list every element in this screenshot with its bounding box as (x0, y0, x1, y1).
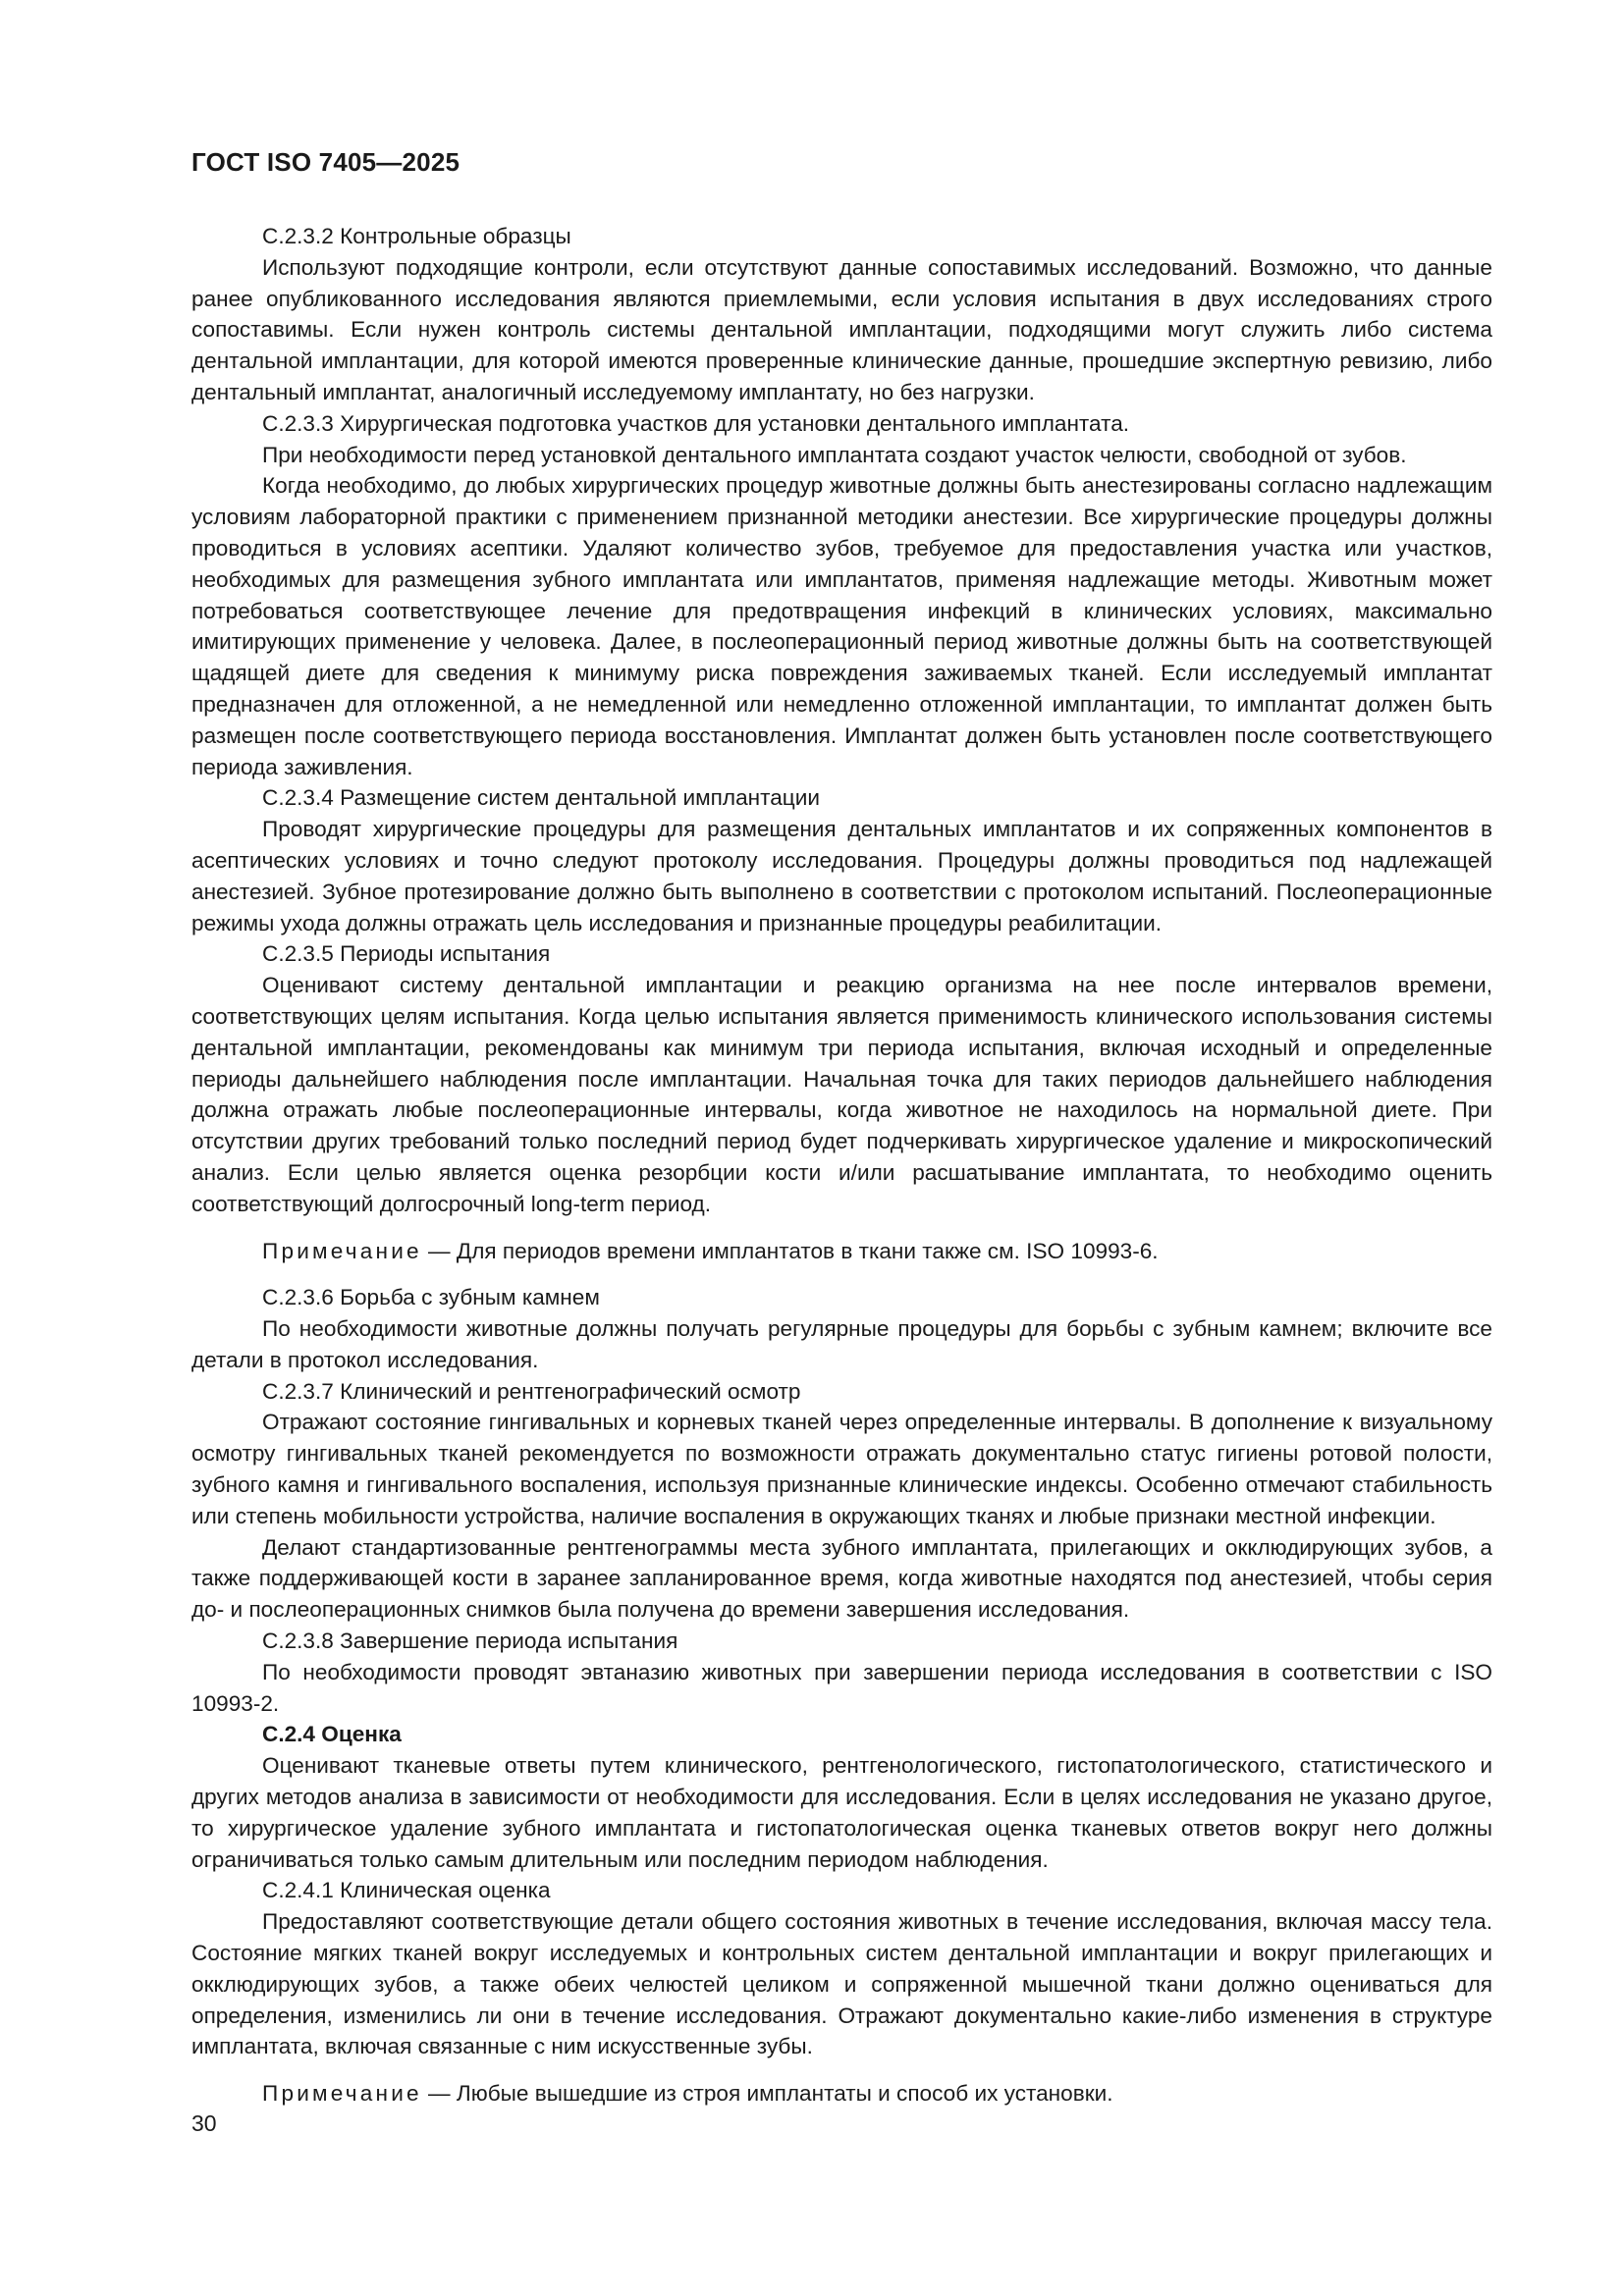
note (191, 2078, 1492, 2109)
paragraph: Оценивают систему дентальной имплантации и реакцию организма на нее после интервалов времени, соответствующих целям испытания. Когда целью испытания является применимость клинического использования системы дентальной имплантации, рекомендованы как минимум три периода испытания, включая исходный и определенные периоды дальнейшего наблюдения после имплантации. Начальная точка для таких периодов дальнейшего наблюдения должна отражать любые послеоперационные интервалы, когда животное не находилось на нормальной диете. При отсутствии других требований только последний период будет подчеркивать хирургическое удаление и микроскопический анализ. Если целью является оценка резорбции кости и/или расшатывание имплантата, то необходимо оценить соответствующий долгосрочный long-term период. (191, 973, 1492, 1216)
paragraph: При необходимости перед установкой дентального имплантата создают участок челюсти, свободной от зубов. (262, 442, 1407, 467)
section-heading: С.2.4.1 Клиническая оценка (262, 1878, 551, 1903)
document-header: ГОСТ ISO 7405—2025 (191, 147, 460, 177)
paragraph: По необходимости животные должны получать регулярные процедуры для борьбы с зубным камнем; включите все детали в протокол исследования. (191, 1316, 1492, 1372)
paragraph: Используют подходящие контроли, если отсутствуют данные сопоставимых исследований. Возможно, что данные ранее опубликованного исследования являются приемлемыми, если условия испытания в двух исследованиях строго сопоставимы. Если нужен контроль системы дентальной имплантации, подходящими могут служить либо система дентальной имплантации, для которой имеются проверенные клинические данные, прошедшие экспертную ревизию, либо дентальный имплантат, аналогичный исследуемому имплантату, но без нагрузки. (191, 254, 1492, 404)
document-body (191, 221, 1492, 2125)
section-heading: С.2.3.4 Размещение систем дентальной имплантации (262, 785, 820, 811)
paragraph: По необходимости проводят эвтаназию животных при завершении периода исследования в соответствии с ISO 10993-2. (191, 1659, 1492, 1716)
section-heading: С.2.3.2 Контрольные образцы (262, 224, 571, 248)
section-heading-bold: С.2.4 Оценка (262, 1722, 402, 1747)
section-heading: С.2.3.8 Завершение периода испытания (262, 1629, 678, 1654)
section-heading: С.2.3.7 Клинический и рентгенографический осмотр (262, 1378, 801, 1404)
note-text: — Для периодов времени имплантатов в ткани также см. ISO 10993-6. (421, 1238, 1159, 1263)
note (191, 1236, 1492, 1267)
section-heading: С.2.3.3 Хирургическая подготовка участков для установки дентального имплантата. (262, 410, 1130, 436)
paragraph: Оценивают тканевые ответы путем клинического, рентгенологического, гистопатологического, статистического и других методов анализа в зависимости от необходимости для исследования. Если в целях исследования не указано другое, то хирургическое удаление зубного имплантата и гистопатологическая оценка тканевых ответов вокруг него должны ограничиваться только самым длительным или последним периодом наблюдения. (191, 1753, 1492, 1872)
page-number: 30 (191, 2110, 217, 2136)
note-label: Примечание (262, 1238, 422, 1263)
paragraph: Проводят хирургические процедуры для размещения дентальных имплантатов и их сопряженных компонентов в асептических условиях и точно следуют протоколу исследования. Процедуры должны проводиться под надлежащей анестезией. Зубное протезирование должно быть выполнено в соответствии с протоколом испытаний. Послеоперационные режимы ухода должны отражать цель исследования и признанные процедуры реабилитации. (191, 817, 1492, 935)
paragraph: Делают стандартизованные рентгенограммы места зубного имплантата, прилегающих и окклюдирующих зубов, а также поддерживающей кости в заранее запланированное время, когда животные находятся под анестезией, чтобы серия до- и послеоперационных снимков была получена до времени завершения исследования. (191, 1534, 1492, 1623)
note-label: Примечание (262, 2081, 422, 2107)
section-heading: С.2.3.5 Периоды испытания (262, 941, 551, 967)
note-text: — Любые вышедшие из строя имплантаты и способ их установки. (421, 2081, 1113, 2107)
paragraph: Когда необходимо, до любых хирургических процедур животные должны быть анестезированы согласно надлежащим условиям лабораторной практики с применением признанной методики анестезии. Все хирургические процедуры должны проводиться в условиях асептики. Удаляют количество зубов, требуемое для предоставления участка или участков, необходимых для размещения зубного имплантата или имплантатов, применяя надлежащие методы. Животным может потребоваться соответствующее лечение для предотвращения инфекций в клинических условиях, максимально имитирующих применение у человека. Далее, в послеоперационный период животные должны быть на соответствующей щадящей диете для сведения к минимуму риска повреждения заживаемых тканей. Если исследуемый имплантат предназначен для отложенной, а не немедленной или немедленно отложенной имплантации, то имплантат должен быть размещен после соответствующего периода восстановления. Имплантат должен быть установлен после соответствующего периода заживления. (191, 473, 1492, 779)
paragraph: Предоставляют соответствующие детали общего состояния животных в течение исследования, включая массу тела. Состояние мягких тканей вокруг исследуемых и контрольных систем дентальной имплантации и вокруг прилегающих и окклюдирующих зубов, а также обеих челюстей целиком и сопряженной мышечной ткани должно оцениваться для определения, изменились ли они в течение исследования. Отражают документально какие-либо изменения в структуре имплантата, включая связанные с ним искусственные зубы. (191, 1909, 1492, 2059)
paragraph: Отражают состояние гингивальных и корневых тканей через определенные интервалы. В дополнение к визуальному осмотру гингивальных тканей рекомендуется по возможности отражать документально статус гигиены ротовой полости, зубного камня и гингивального воспаления, используя признанные клинические индексы. Особенно отмечают стабильность или степень мобильности устройства, наличие воспаления в окружающих тканях и любые признаки местной инфекции. (191, 1410, 1492, 1528)
section-heading: С.2.3.6 Борьба с зубным камнем (262, 1285, 600, 1310)
